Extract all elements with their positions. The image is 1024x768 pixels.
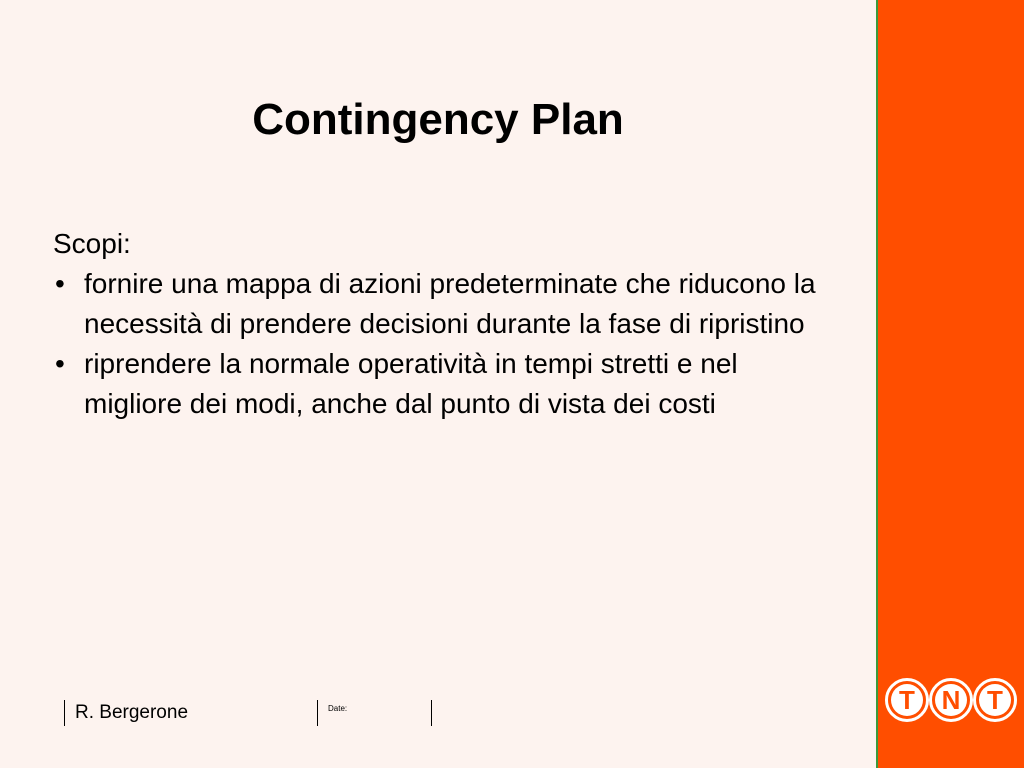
footer-divider (431, 700, 432, 726)
logo-letter: T (891, 684, 923, 716)
footer-divider (317, 700, 318, 726)
logo-circle-t1 (885, 678, 929, 722)
slide-body (53, 224, 833, 424)
bullet-item (53, 344, 833, 424)
brand-sidebar (876, 0, 1024, 768)
bullet-dot-icon: • (55, 348, 65, 379)
footer-divider (64, 700, 65, 726)
slide-title: Contingency Plan (252, 95, 624, 144)
bullet-text: fornire una mappa di azioni predeterminate che riducono la necessità di prendere decisioni durante la fase di ripristino (84, 268, 816, 339)
footer-author: R. Bergerone (75, 702, 189, 723)
bullet-text: riprendere la normale operatività in tempi stretti e nel migliore dei modi, anche dal punto di vista dei costi (84, 348, 738, 419)
bullet-item (53, 264, 833, 344)
bullet-list (53, 264, 833, 424)
body-heading: Scopi: (53, 228, 131, 259)
logo-letter: N (935, 684, 967, 716)
logo-circle-t2 (973, 678, 1017, 722)
footer-date-label: Date: (328, 704, 348, 713)
logo-circle-n (929, 678, 973, 722)
tnt-logo-icon (885, 678, 1019, 724)
bullet-dot-icon: • (55, 268, 65, 299)
logo-letter: T (979, 684, 1011, 716)
